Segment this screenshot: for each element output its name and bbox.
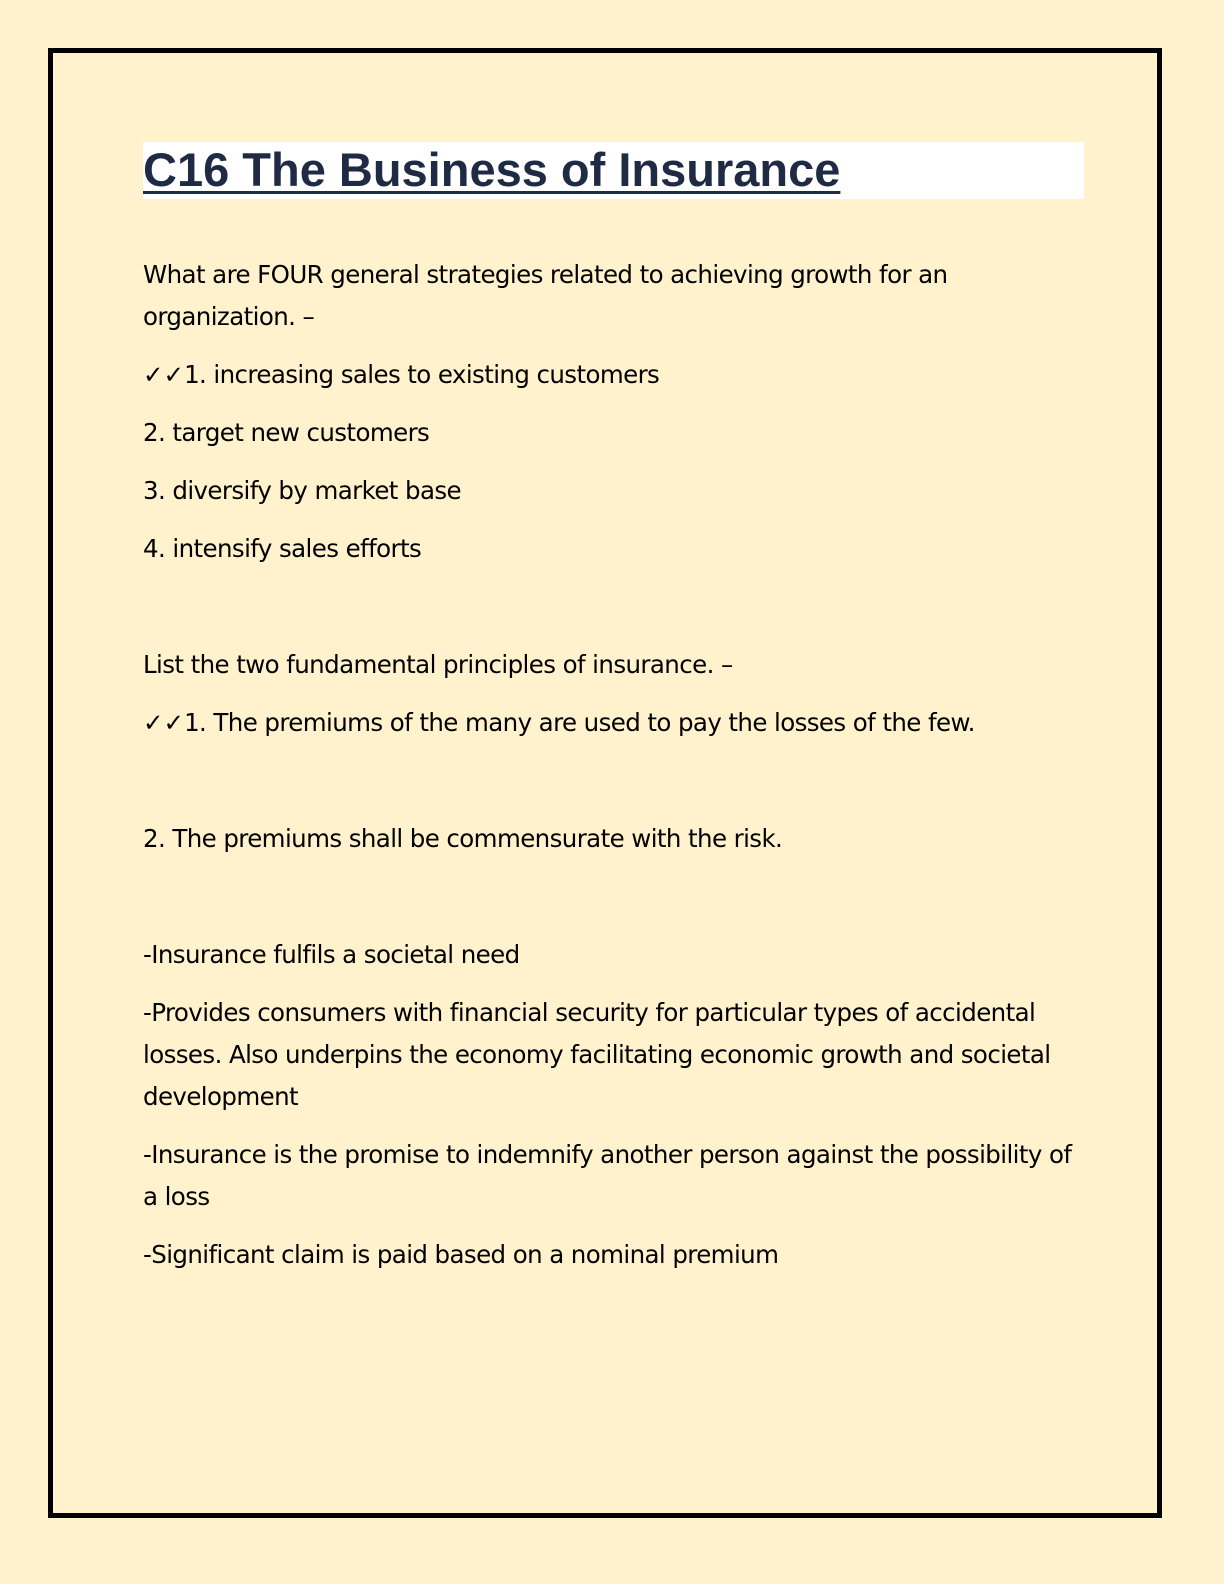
note-item: -Insurance is the promise to indemnify another person against the possibility of a loss — [143, 1140, 1072, 1211]
double-check-icon: ✓✓ — [143, 708, 185, 737]
question-insurance-principles: List the two fundamental principles of insurance. – — [143, 650, 733, 679]
double-check-icon: ✓✓ — [143, 360, 185, 389]
note-item: -Significant claim is paid based on a nominal premium — [143, 1240, 779, 1269]
document-body — [143, 254, 1083, 1292]
answer-text: 1. The premiums of the many are used to pay the losses of the few. — [184, 708, 975, 737]
answer-item: 3. diversify by market base — [143, 476, 461, 505]
question-growth-strategies: What are FOUR general strategies related to achieving growth for an organization. – — [143, 260, 948, 331]
answer-text: 1. increasing sales to existing customers — [184, 360, 660, 389]
note-item: -Insurance fulfils a societal need — [143, 940, 520, 969]
note-item: -Provides consumers with financial security for particular types of accidental losses. Also underpins the economy facilitating economic growth and societal development — [143, 998, 1051, 1111]
answer-item: 2. The premiums shall be commensurate with the risk. — [143, 824, 783, 853]
page-title: C16 The Business of Insurance — [143, 143, 841, 196]
answer-item: 2. target new customers — [143, 418, 430, 447]
answer-item — [143, 702, 1083, 744]
answer-item — [143, 354, 1083, 396]
answer-item: 4. intensify sales efforts — [143, 534, 422, 563]
